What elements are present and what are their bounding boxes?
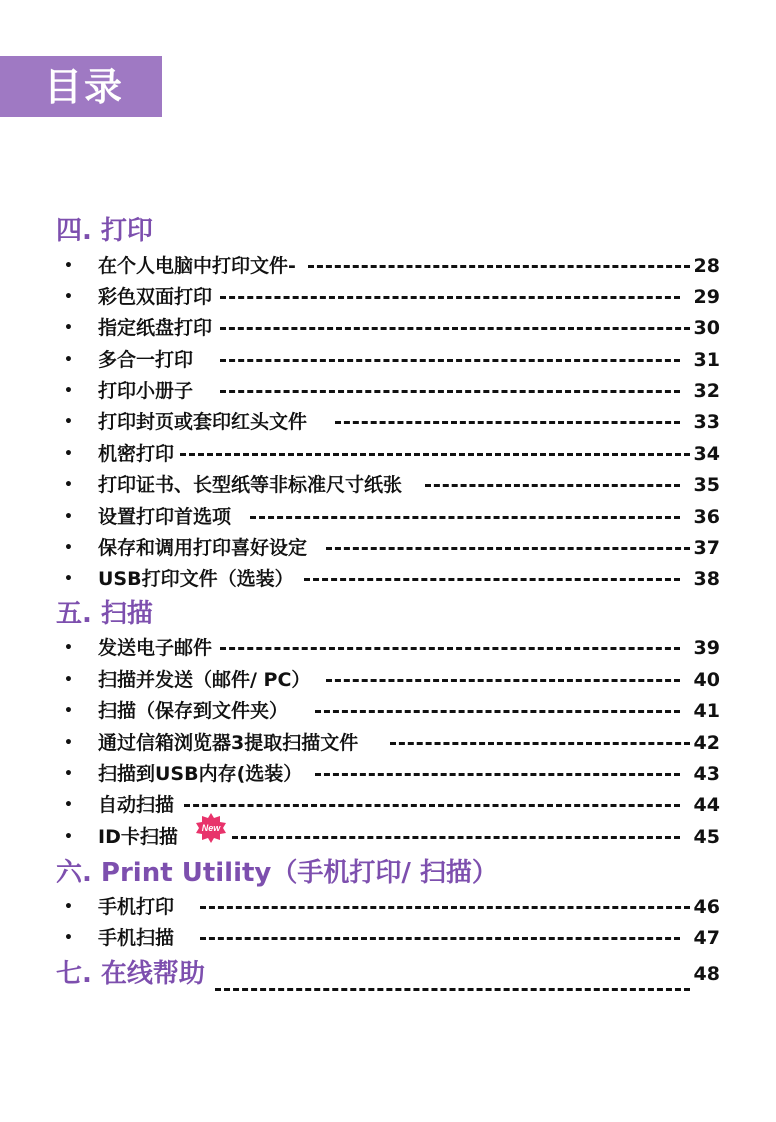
bullet-icon: •: [64, 797, 73, 813]
bullet-icon: •: [64, 446, 73, 462]
toc-item[interactable]: [60, 503, 720, 531]
toc-item-page: 37: [693, 537, 720, 559]
toc-item[interactable]: [60, 408, 720, 436]
toc-item[interactable]: [60, 252, 720, 280]
bullet-icon: •: [64, 383, 73, 399]
leader-dashes: [180, 453, 690, 456]
toc-item-page: 43: [693, 763, 720, 785]
leader-dashes: [250, 516, 680, 519]
toc-item[interactable]: [60, 729, 720, 757]
leader-dashes: [220, 647, 680, 650]
toc-item-page: 41: [693, 700, 720, 722]
toc-item-page: 40: [693, 669, 720, 691]
bullet-icon: •: [64, 672, 73, 688]
leader-dashes: [390, 742, 690, 745]
bullet-icon: •: [64, 352, 73, 368]
toc-item[interactable]: [60, 440, 720, 468]
toc-item-label: ID卡扫描: [98, 826, 178, 848]
bullet-icon: •: [64, 829, 73, 845]
bullet-icon: •: [64, 540, 73, 556]
new-badge-icon: [193, 813, 229, 843]
toc-item[interactable]: [60, 314, 720, 342]
toc-item-label: 发送电子邮件: [98, 637, 213, 659]
toc-item-page: 33: [693, 411, 720, 433]
leader-dashes: [304, 578, 680, 581]
bullet-icon: •: [64, 289, 73, 305]
toc-item-page: 36: [693, 506, 720, 528]
section-heading-print: 四. 打印: [56, 216, 153, 246]
toc-item-label: 手机打印: [98, 896, 175, 918]
section-heading-scan: 五. 扫描: [56, 599, 153, 629]
bullet-icon: •: [64, 640, 73, 656]
leader-dashes: [326, 679, 680, 682]
leader-dashes: [326, 547, 690, 550]
toc-item-page: 31: [693, 349, 720, 371]
leader-dashes: [220, 327, 690, 330]
toc-item-page: 47: [693, 927, 720, 949]
section-heading-print-utility: 六. Print Utility（手机打印/ 扫描）: [56, 858, 498, 888]
toc-item-label: 扫描（保存到文件夹）: [98, 700, 289, 722]
toc-item-page: 44: [693, 794, 720, 816]
toc-item[interactable]: [60, 823, 720, 851]
toc-item-label: 保存和调用打印喜好设定: [98, 537, 308, 559]
toc-item[interactable]: [60, 346, 720, 374]
toc-item-label: 多合一打印: [98, 349, 194, 371]
toc-item[interactable]: [60, 377, 720, 405]
toc-item-page: 28: [693, 255, 720, 277]
toc-item[interactable]: [60, 924, 720, 952]
toc-item[interactable]: [60, 634, 720, 662]
toc-item-label: 扫描并发送（邮件/ PC）: [98, 669, 311, 691]
leader-dashes: [184, 804, 680, 807]
bullet-icon: •: [64, 258, 73, 274]
toc-item-label: 打印小册子: [98, 380, 194, 402]
toc-item-label: 自动扫描: [98, 794, 175, 816]
toc-item-label: 设置打印首选项: [98, 506, 232, 528]
leader-dashes: [308, 265, 690, 268]
leader-dashes: [232, 836, 680, 839]
bullet-icon: •: [64, 735, 73, 751]
section-heading-online-help[interactable]: 七. 在线帮助: [56, 959, 205, 989]
toc-item-page: 30: [693, 317, 720, 339]
toc-item-label: 打印封页或套印红头文件: [98, 411, 308, 433]
bullet-icon: •: [64, 320, 73, 336]
leader-dashes: [200, 937, 680, 940]
toc-item-label: 彩色双面打印: [98, 286, 213, 308]
bullet-icon: •: [64, 477, 73, 493]
toc-item[interactable]: [60, 791, 720, 819]
leader-dashes: [315, 710, 680, 713]
toc-item-page: 39: [693, 637, 720, 659]
toc-item[interactable]: [60, 471, 720, 499]
bullet-icon: •: [64, 930, 73, 946]
new-badge-text: New: [201, 823, 221, 833]
toc-item[interactable]: [60, 666, 720, 694]
leader-dashes: [335, 421, 680, 424]
leader-dashes: [425, 484, 680, 487]
toc-item[interactable]: [60, 565, 720, 593]
leader-dashes: [220, 359, 680, 362]
toc-item-page: 46: [693, 896, 720, 918]
toc-item[interactable]: [60, 893, 720, 921]
toc-item-label: 打印证书、长型纸等非标准尺寸纸张: [98, 474, 403, 496]
bullet-icon: •: [64, 571, 73, 587]
bullet-icon: •: [64, 899, 73, 915]
leader-dashes: [200, 906, 690, 909]
toc-item-label: 在个人电脑中打印文件-: [98, 255, 296, 277]
bullet-icon: •: [64, 766, 73, 782]
toc-item-page: 29: [693, 286, 720, 308]
toc-item-label: 通过信箱浏览器3提取扫描文件: [98, 732, 359, 754]
bullet-icon: •: [64, 703, 73, 719]
toc-item-page: 48: [693, 963, 720, 985]
toc-item-page: 35: [693, 474, 720, 496]
toc-item[interactable]: [60, 283, 720, 311]
toc-item-page: 34: [693, 443, 720, 465]
toc-item-page: 32: [693, 380, 720, 402]
leader-dashes: [220, 296, 680, 299]
toc-item[interactable]: [60, 760, 720, 788]
toc-item-page: 45: [693, 826, 720, 848]
leader-dashes: [220, 390, 680, 393]
toc-item[interactable]: [60, 534, 720, 562]
toc-item-label: 手机扫描: [98, 927, 175, 949]
toc-item-label: 机密打印: [98, 443, 175, 465]
toc-item[interactable]: [60, 697, 720, 725]
toc-item-page: 42: [693, 732, 720, 754]
toc-item-label: 扫描到USB内存(选装）: [98, 763, 303, 785]
bullet-icon: •: [64, 509, 73, 525]
toc-item-label: USB打印文件（选装）: [98, 568, 294, 590]
leader-dashes: [215, 988, 690, 991]
bullet-icon: •: [64, 414, 73, 430]
page-title: 目录: [44, 65, 125, 109]
toc-item-label: 指定纸盘打印: [98, 317, 213, 339]
leader-dashes: [315, 773, 680, 776]
toc-item-page: 38: [693, 568, 720, 590]
